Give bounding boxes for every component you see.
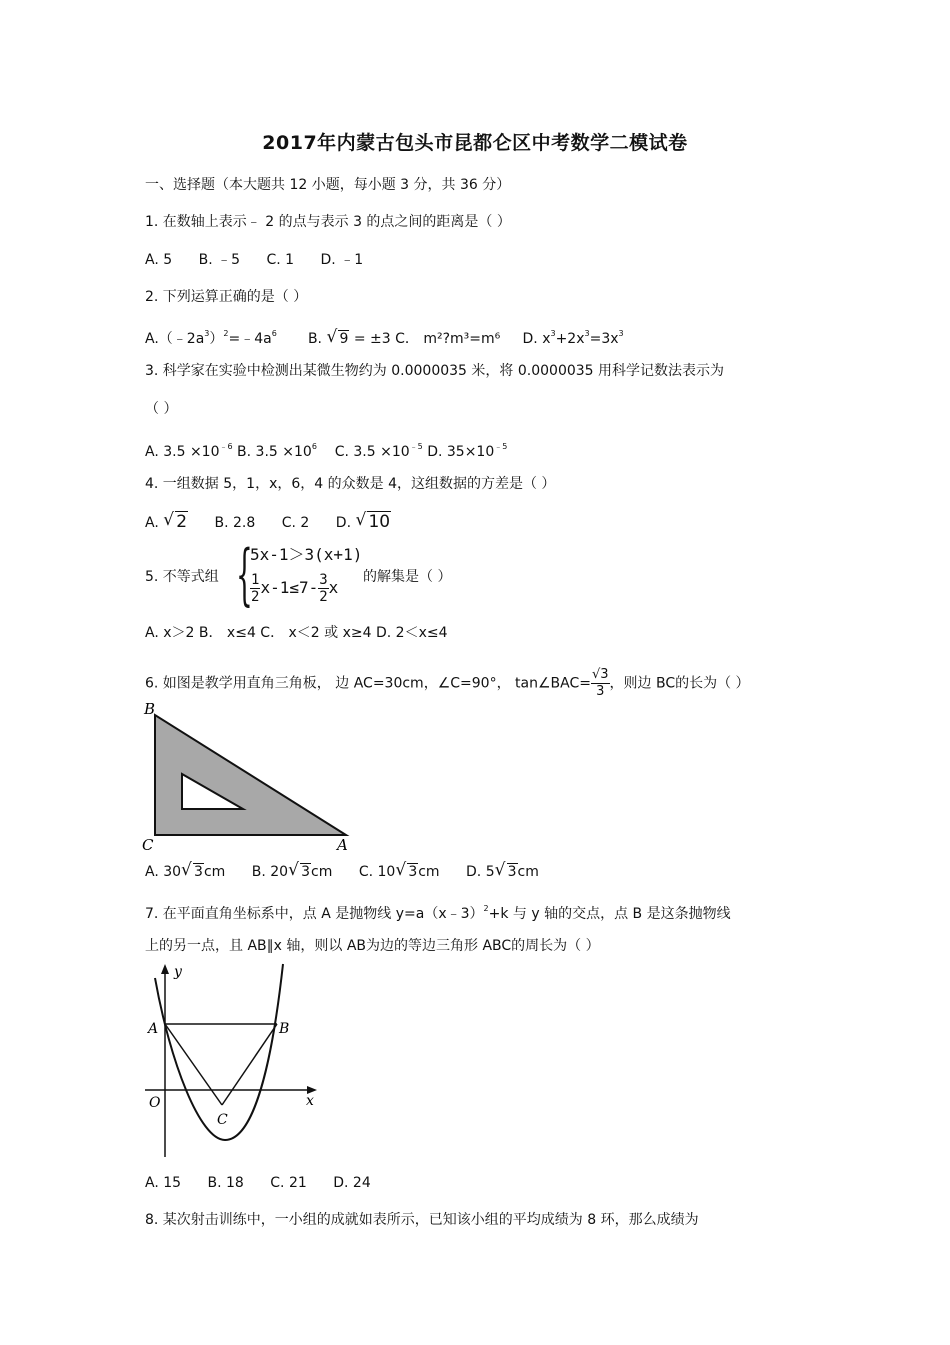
option-c: C. 2 bbox=[281, 515, 310, 531]
inequality-system bbox=[236, 536, 376, 615]
sqrt-symbol: √ 10 bbox=[355, 512, 391, 532]
option-b: B. √ 9 = ±3 C． bbox=[308, 331, 419, 347]
question-2-stem: 2. 下列运算正确的是（ ） bbox=[145, 289, 308, 305]
question-8-stem: 8. 某次射击训练中，一小组的成就如表所示，已知该小组的平均成绩为 8 环，那么成绩为 bbox=[145, 1212, 699, 1228]
question-4-options bbox=[145, 512, 413, 533]
inequality-row-2: $\frac{1}{2}$ x-1≤7- $\frac{3}{2}$ x bbox=[251, 572, 339, 605]
question-5-options: A. x＞2 B． x≤4 C． x＜2 或 x≥4 D. 2＜x≤4 bbox=[145, 625, 448, 641]
option-b: B. ﹣5 bbox=[198, 252, 241, 268]
question-6-options bbox=[145, 862, 561, 882]
question-2-options bbox=[145, 324, 624, 349]
option-d: D. ﹣1 bbox=[320, 252, 364, 268]
brace-symbol: { bbox=[236, 536, 253, 613]
option-b: B. 18 bbox=[207, 1175, 244, 1191]
label-x: x bbox=[306, 1093, 314, 1109]
section-heading: 一、选择题（本大题共 12 小题，每小题 3 分，共 36 分） bbox=[145, 177, 511, 193]
question-3-options bbox=[145, 437, 507, 462]
label-a: A bbox=[148, 1021, 159, 1037]
option-a: $A.(﹣2a^3)^2=﹣4a^6$ bbox=[145, 329, 277, 347]
sqrt-symbol: √ 9 bbox=[326, 329, 349, 349]
option-d: D. $35\times 10^{﹣5}$ bbox=[427, 442, 508, 460]
option-b: B. $3.5 \times 10^6$ bbox=[237, 442, 317, 460]
question-7-options bbox=[145, 1173, 393, 1193]
option-a: A. 15 bbox=[145, 1175, 182, 1191]
fraction: $\frac{3}{2}$ bbox=[319, 572, 328, 605]
option-b: B. 2.8 bbox=[214, 515, 256, 531]
sqrt-symbol: √ 2 bbox=[163, 512, 188, 532]
sqrt-symbol: √ 3 bbox=[395, 862, 418, 882]
question-3-stem-continued: （ ） bbox=[145, 401, 178, 417]
label-y: y bbox=[174, 964, 182, 980]
option-d: D. $x^3+2x^3=3x^3$ bbox=[522, 329, 624, 347]
sqrt-symbol: √ 3 bbox=[288, 862, 311, 882]
label-o: O bbox=[149, 1095, 161, 1111]
inequality-row-1: 5x-1＞3(x+1) bbox=[250, 545, 363, 564]
question-7-stem-continued: 上的另一点，且 AB∥x 轴，则以 AB为边的等边三角形 ABC的周长为（ ） bbox=[145, 938, 600, 954]
question-7-stem: 7. 在平面直角坐标系中，点 A 是抛物线 y=a（x﹣3）$^2$+k 与 y 轴的交点，点 B 是这条抛物线 bbox=[145, 904, 731, 922]
fraction: $\frac{1}{2}$ bbox=[251, 572, 260, 605]
question-5-tail: 的解集是（ ） bbox=[363, 569, 452, 585]
label-c: C bbox=[142, 836, 154, 854]
page-title: 2017年内蒙古包头市昆都仑区中考数学二模试卷 bbox=[262, 132, 688, 154]
option-b: B. 20√ 3cm bbox=[252, 862, 333, 882]
option-c: C. 1 bbox=[266, 252, 295, 268]
option-c: m²?m³=m⁶ bbox=[423, 331, 501, 347]
option-a: A. √ 2 bbox=[145, 512, 188, 533]
triangle-ruler-figure bbox=[138, 698, 358, 858]
label-a: A bbox=[337, 836, 348, 854]
option-c: C. 21 bbox=[270, 1175, 307, 1191]
option-c: C. $3.5 \times 10^{﹣5}$ bbox=[334, 442, 423, 460]
option-d: D. 24 bbox=[333, 1175, 371, 1191]
option-d: D. √ 10 bbox=[336, 512, 391, 533]
question-6-stem: 6. 如图是教学用直角三角板， 边 AC=30cm，∠C=90°， tan∠BAC= $\frac{√3}{3}$ ，则边 BC的长为（ ） bbox=[145, 667, 750, 699]
option-a: A. 5 bbox=[145, 252, 173, 268]
option-d: D. 5√ 3cm bbox=[466, 862, 539, 882]
label-b: B bbox=[279, 1021, 290, 1037]
fraction: $\frac{√3}{3}$ bbox=[591, 667, 609, 699]
question-5-label: 5. 不等式组 bbox=[145, 569, 219, 585]
label-b: B bbox=[144, 700, 156, 718]
question-1-stem: 1. 在数轴上表示﹣ 2 的点与表示 3 的点之间的距离是（ ） bbox=[145, 214, 511, 230]
sqrt-symbol: √ 3 bbox=[181, 862, 204, 882]
label-c: C bbox=[217, 1112, 228, 1128]
option-a: A. $3.5 \times 10^{﹣6}$ bbox=[145, 442, 233, 460]
question-3-stem: 3. 科学家在实验中检测出某微生物约为 0.0000035 米，将 0.0000035 用科学记数法表示为 bbox=[145, 363, 725, 379]
question-4-stem: 4. 一组数据 5，1，x，6，4 的众数是 4，这组数据的方差是（ ） bbox=[145, 476, 556, 492]
question-1-options bbox=[145, 250, 385, 270]
option-c: C. 10√ 3cm bbox=[359, 862, 440, 882]
parabola-figure bbox=[140, 962, 325, 1162]
option-a: A. 30√ 3cm bbox=[145, 862, 225, 882]
sqrt-symbol: √ 3 bbox=[495, 862, 518, 882]
